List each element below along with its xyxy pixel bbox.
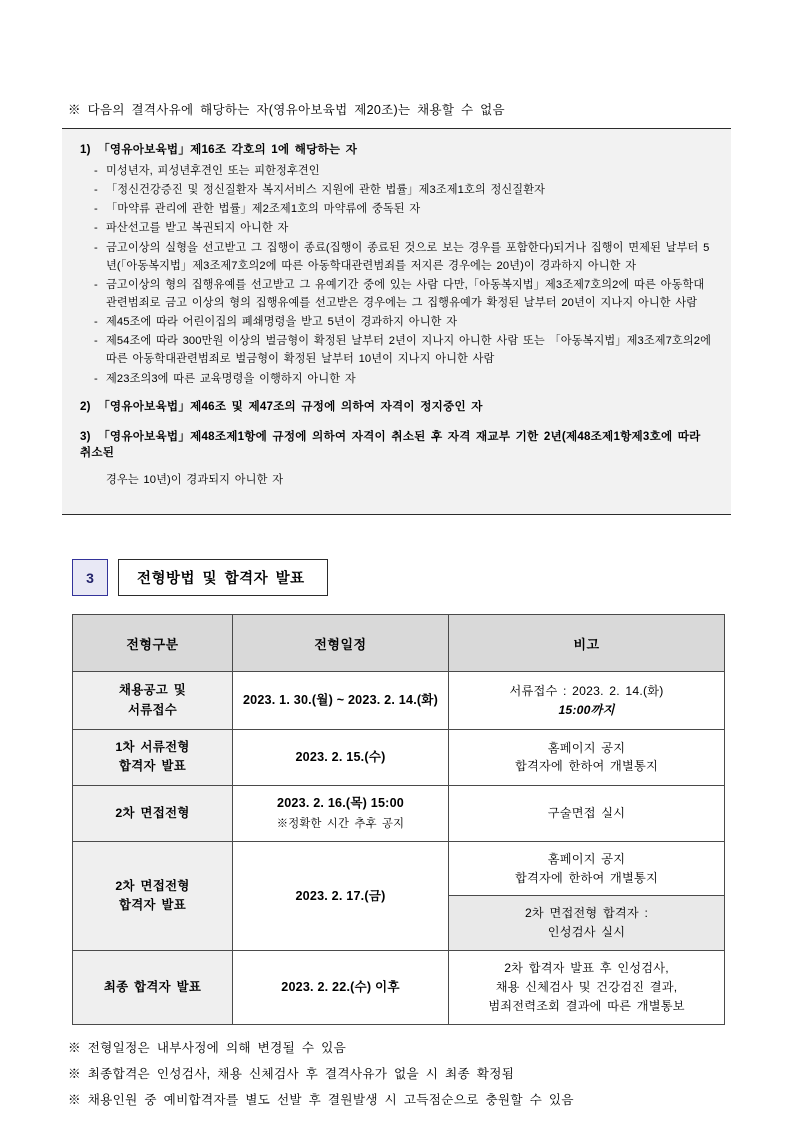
row-3-date-subnote: ※정확한 시간 추후 공지 [276, 817, 405, 830]
row-5-note-line1: 2차 합격자 발표 후 인성검사, [504, 961, 669, 976]
row-2-type-line1: 1차 서류전형 [115, 740, 190, 755]
row-2-note-line1: 홈페이지 공지 [547, 740, 626, 755]
row-1-note [449, 672, 725, 730]
disqualification-group-3-title: 「영유아보육법」제48조제1항에 규정에 의하여 자격이 취소된 후 자격 재교부 기한 2년(제48조제1항제3호에 따라 취소된 [80, 429, 701, 459]
disqualification-group-3-number: 3) [80, 429, 91, 443]
list-item: - 금고이상의 형의 집행유예를 선고받고 그 유예기간 중에 있는 사람 다만,「아동복지법」제3조제7호의2에 따른 아동학대관련범죄로 금고 이상의 형의 집행유예를 선고받은 경우에는 그 집행유예가 확정된 날부터 20년이 지나지 아니한 사람 [94, 276, 713, 312]
row-4-note-bottom [449, 896, 725, 951]
table-row [73, 785, 725, 841]
disqualification-group-3 [80, 428, 713, 489]
list-item: - 제45조에 따라 어린이집의 폐쇄명령을 받고 5년이 경과하지 아니한 자 [94, 313, 713, 331]
disqualification-group-1-heading [80, 141, 713, 157]
row-3-type [73, 785, 233, 841]
column-header-note: 비고 [449, 615, 725, 672]
table-row [73, 672, 725, 730]
row-4-type [73, 841, 233, 951]
row-4-type-line1: 2차 면접전형 [115, 878, 190, 893]
row-4-date: 2023. 2. 17.(금) [233, 841, 449, 951]
list-item: - 제54조에 따라 300만원 이상의 벌금형이 확정된 날부터 2년이 지나지 아니한 사람 또는 「아동복지법」제3조제7호의2에 따른 아동학대관련범죄로 벌금형이 확정된 날부터 10년이 지나지 아니한 사람 [94, 332, 713, 368]
disqualification-list-1 [80, 162, 713, 388]
row-5-date: 2023. 2. 22.(수) 이후 [233, 951, 449, 1025]
list-item: - 미성년자, 피성년후견인 또는 피한정후견인 [94, 162, 713, 180]
row-5-note-line2: 채용 신체검사 및 건강검진 결과, [495, 980, 678, 995]
row-5-note-line3: 범죄전력조회 결과에 따른 개별통보 [488, 999, 685, 1014]
footnote-1: ※ 전형일정은 내부사정에 의해 변경될 수 있음 [68, 1040, 347, 1055]
row-2-date: 2023. 2. 15.(수) [233, 730, 449, 785]
row-1-date: 2023. 1. 30.(월) ~ 2023. 2. 14.(화) [233, 672, 449, 730]
row-3-type-line1: 2차 면접전형 [115, 805, 190, 820]
row-2-note-line2: 합격자에 한하여 개별통지 [515, 759, 658, 774]
row-5-note [449, 951, 725, 1025]
table-row [73, 841, 725, 896]
list-item: - 금고이상의 실형을 선고받고 그 집행이 종료(집행이 종료된 것으로 보는 경우를 포함한다)되거나 집행이 면제된 날부터 5년(「아동복지법」제3조제7호의2에 따른 아동학대관련범죄를 저지른 경우에는 20년)이 경과하지 아니한 자 [94, 239, 713, 275]
row-3-note: 구술면접 실시 [449, 785, 725, 841]
row-2-type [73, 730, 233, 785]
disqualification-box [62, 128, 731, 515]
list-item: - 제23조의3에 따른 교육명령을 이행하지 아니한 자 [94, 370, 713, 388]
list-item: - 「정신건강증진 및 정신질환자 복지서비스 지원에 관한 법률」제3조제1호의 정신질환자 [94, 181, 713, 199]
disqualification-group-2 [80, 398, 713, 414]
disqualification-group-2-heading [80, 398, 713, 414]
list-item: - 파산선고를 받고 복권되지 아니한 자 [94, 219, 713, 237]
top-note: ※ 다음의 결격사유에 해당하는 자(영유아보육법 제20조)는 채용할 수 없음 [68, 103, 505, 117]
list-item: - 「마약류 관리에 관한 법률」제2조제1호의 마약류에 중독된 자 [94, 200, 713, 218]
row-4-note-bottom-line2: 인성검사 실시 [547, 925, 626, 940]
row-1-type [73, 672, 233, 730]
disqualification-group-1-number: 1) [80, 143, 91, 156]
column-header-type: 전형구분 [73, 615, 233, 672]
section-title: 전형방법 및 합격자 발표 [118, 559, 328, 596]
section-number-badge: 3 [72, 559, 108, 596]
section-heading [72, 559, 731, 596]
column-header-date: 전형일정 [233, 615, 449, 672]
row-1-note-line2: 15:00까지 [558, 702, 615, 717]
table-row [73, 951, 725, 1025]
schedule-table-body [73, 672, 725, 1025]
row-4-note-top-line2: 합격자에 한하여 개별통지 [515, 870, 658, 885]
table-header-row [73, 615, 725, 672]
row-1-note-line1: 서류접수 : 2023. 2. 14.(화) [509, 683, 664, 698]
row-4-type-line2: 합격자 발표 [118, 897, 187, 912]
footnote-2: ※ 최종합격은 인성검사, 채용 신체검사 후 결격사유가 없을 시 최종 확정됨 [68, 1066, 515, 1081]
disqualification-group-1 [80, 141, 713, 388]
disqualification-group-3-subtext: 경우는 10년)이 경과되지 아니한 자 [106, 473, 284, 486]
disqualification-group-3-heading [80, 428, 713, 460]
footnotes [68, 1037, 731, 1108]
table-row [73, 730, 725, 785]
disqualification-group-2-number: 2) [80, 399, 91, 413]
schedule-table [72, 614, 725, 1025]
row-1-type-line2: 서류접수 [127, 702, 178, 717]
schedule-table-head [73, 615, 725, 672]
row-4-note-bottom-line1: 2차 면접전형 합격자 : [524, 906, 649, 921]
disqualification-group-2-title: 「영유아보육법」제46조 및 제47조의 규정에 의하여 자격이 정지중인 자 [98, 399, 483, 413]
row-3-date-main: 2023. 2. 16.(목) 15:00 [277, 795, 404, 810]
row-4-note-top [449, 841, 725, 896]
row-2-type-line2: 합격자 발표 [118, 759, 187, 774]
disqualification-group-1-title: 「영유아보육법」제16조 각호의 1에 해당하는 자 [98, 143, 358, 156]
row-5-type: 최종 합격자 발표 [73, 951, 233, 1025]
row-2-note [449, 730, 725, 785]
footnote-3: ※ 채용인원 중 예비합격자를 별도 선발 후 결원발생 시 고득점순으로 충원할 수 있음 [68, 1092, 574, 1107]
row-4-note-top-line1: 홈페이지 공지 [547, 851, 626, 866]
row-3-date [233, 785, 449, 841]
row-1-type-line1: 채용공고 및 [118, 683, 187, 698]
